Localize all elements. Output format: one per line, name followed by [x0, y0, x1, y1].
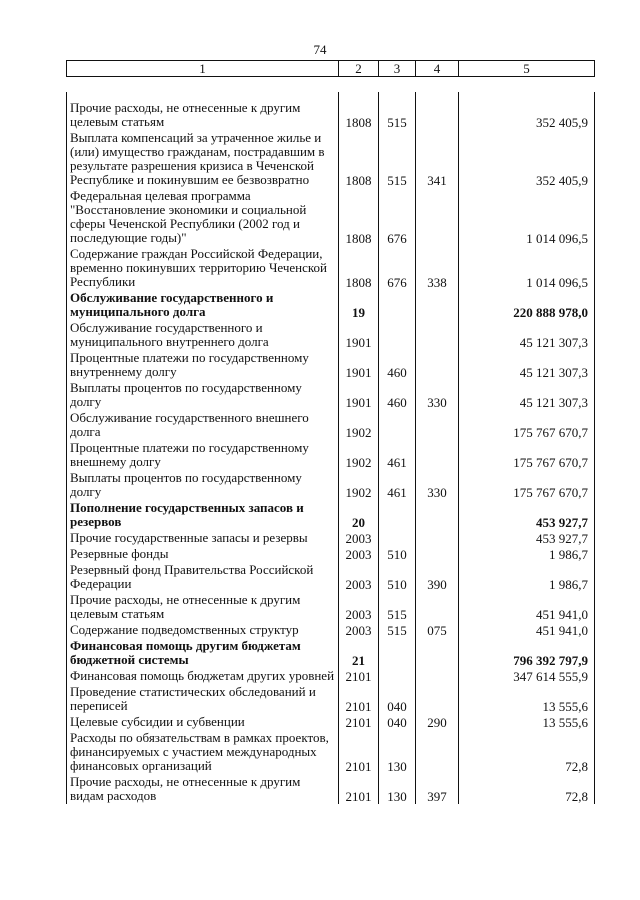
row-amount: 175 767 670,7 [459, 440, 595, 470]
row-amount: 72,8 [459, 774, 595, 804]
row-section-code: 1901 [339, 380, 379, 410]
table-row [67, 188, 595, 246]
header-col-1: 1 [67, 61, 339, 77]
row-target-code [379, 500, 416, 530]
row-name-cell: Целевые субсидии и субвенции [67, 714, 339, 730]
row-name-cell: Обслуживание государственного и муниципального внутреннего долга [67, 320, 339, 350]
row-amount: 13 555,6 [459, 714, 595, 730]
table-row [67, 380, 595, 410]
row-type-code: 341 [416, 130, 459, 188]
row-target-code: 676 [379, 188, 416, 246]
table-row [67, 730, 595, 774]
row-section-code: 2101 [339, 668, 379, 684]
row-amount: 453 927,7 [459, 530, 595, 546]
row-amount: 175 767 670,7 [459, 410, 595, 440]
row-target-code: 515 [379, 592, 416, 622]
table-row [67, 774, 595, 804]
row-target-code: 510 [379, 562, 416, 592]
table-row [67, 100, 595, 130]
row-amount: 175 767 670,7 [459, 470, 595, 500]
table-row [67, 130, 595, 188]
row-type-code [416, 500, 459, 530]
row-name-cell: Содержание граждан Российской Федерации, временно покинувших территорию Чеченской Республики [67, 246, 339, 290]
table-row [67, 684, 595, 714]
row-section-code: 1901 [339, 350, 379, 380]
row-target-code: 461 [379, 470, 416, 500]
row-type-code [416, 290, 459, 320]
row-amount: 352 405,9 [459, 100, 595, 130]
header-col-2: 2 [339, 61, 379, 77]
table-row [67, 622, 595, 638]
row-target-code: 461 [379, 440, 416, 470]
table-row [67, 470, 595, 500]
row-type-code [416, 350, 459, 380]
row-type-code [416, 100, 459, 130]
row-name-cell: Прочие расходы, не отнесенные к другим видам расходов [67, 774, 339, 804]
row-type-code [416, 320, 459, 350]
table-row [67, 530, 595, 546]
row-name-cell: Процентные платежи по государственному внутреннему долгу [67, 350, 339, 380]
row-amount: 45 121 307,3 [459, 380, 595, 410]
row-type-code [416, 730, 459, 774]
row-section-code: 1808 [339, 100, 379, 130]
row-name-cell: Выплата компенсаций за утраченное жилье и (или) имущество гражданам, пострадавшим в результате разрешения кризиса в Чеченской Республике и покинувшим ее безвозвратно [67, 130, 339, 188]
row-section-code: 1902 [339, 470, 379, 500]
row-name-cell: Прочие расходы, не отнесенные к другим целевым статьям [67, 592, 339, 622]
row-amount: 13 555,6 [459, 684, 595, 714]
row-section-code: 2003 [339, 530, 379, 546]
row-type-code [416, 638, 459, 668]
header-col-5: 5 [459, 61, 595, 77]
row-target-code [379, 320, 416, 350]
row-name-cell: Обслуживание государственного внешнего долга [67, 410, 339, 440]
table-row [67, 440, 595, 470]
row-amount: 347 614 555,9 [459, 668, 595, 684]
row-name-cell: Прочие государственные запасы и резервы [67, 530, 339, 546]
row-type-code [416, 530, 459, 546]
row-amount: 1 986,7 [459, 546, 595, 562]
table-row [67, 668, 595, 684]
table-spacer-row [67, 92, 595, 100]
row-section-code: 1808 [339, 246, 379, 290]
row-type-code [416, 668, 459, 684]
row-target-code [379, 638, 416, 668]
row-amount: 1 014 096,5 [459, 188, 595, 246]
row-target-code: 515 [379, 622, 416, 638]
row-type-code [416, 410, 459, 440]
row-amount: 453 927,7 [459, 500, 595, 530]
row-name-cell: Выплаты процентов по государственному долгу [67, 470, 339, 500]
row-target-code [379, 668, 416, 684]
table-row [67, 592, 595, 622]
row-name-cell: Финансовая помощь другим бюджетам бюджетной системы [67, 638, 339, 668]
table-row [67, 500, 595, 530]
row-name-cell: Расходы по обязательствам в рамках проектов, финансируемых с участием международных финансовых организаций [67, 730, 339, 774]
row-type-code: 290 [416, 714, 459, 730]
row-section-code: 2003 [339, 592, 379, 622]
row-amount: 1 986,7 [459, 562, 595, 592]
row-name-cell: Обслуживание государственного и муниципального долга [67, 290, 339, 320]
row-name-cell: Резервный фонд Правительства Российской Федерации [67, 562, 339, 592]
row-name-cell: Проведение статистических обследований и переписей [67, 684, 339, 714]
row-section-code: 2101 [339, 774, 379, 804]
column-header-row [66, 60, 595, 77]
row-amount: 1 014 096,5 [459, 246, 595, 290]
row-section-code: 2101 [339, 730, 379, 774]
budget-table-body [67, 92, 595, 804]
table-row [67, 320, 595, 350]
row-amount: 72,8 [459, 730, 595, 774]
row-type-code: 390 [416, 562, 459, 592]
row-name-cell: Прочие расходы, не отнесенные к другим целевым статьям [67, 100, 339, 130]
row-target-code: 040 [379, 684, 416, 714]
row-type-code: 338 [416, 246, 459, 290]
header-col-3: 3 [379, 61, 416, 77]
row-section-code: 2101 [339, 684, 379, 714]
row-type-code [416, 440, 459, 470]
row-type-code [416, 684, 459, 714]
row-target-code: 515 [379, 130, 416, 188]
row-amount: 451 941,0 [459, 592, 595, 622]
row-type-code: 330 [416, 380, 459, 410]
row-section-code: 1902 [339, 440, 379, 470]
row-section-code: 1902 [339, 410, 379, 440]
table-row [67, 562, 595, 592]
row-amount: 796 392 797,9 [459, 638, 595, 668]
row-target-code [379, 290, 416, 320]
row-section-code: 21 [339, 638, 379, 668]
table-row [67, 546, 595, 562]
row-target-code [379, 410, 416, 440]
row-section-code: 19 [339, 290, 379, 320]
page-number: 74 [313, 42, 327, 57]
row-name-cell: Финансовая помощь бюджетам других уровней [67, 668, 339, 684]
table-row [67, 246, 595, 290]
row-type-code: 330 [416, 470, 459, 500]
row-amount: 451 941,0 [459, 622, 595, 638]
row-target-code: 130 [379, 730, 416, 774]
table-row [67, 290, 595, 320]
row-section-code: 2003 [339, 546, 379, 562]
row-type-code: 397 [416, 774, 459, 804]
row-type-code [416, 546, 459, 562]
row-target-code [379, 530, 416, 546]
row-name-cell: Содержание подведомственных структур [67, 622, 339, 638]
row-section-code: 1808 [339, 188, 379, 246]
header-col-4: 4 [416, 61, 459, 77]
row-name-cell: Процентные платежи по государственному внешнему долгу [67, 440, 339, 470]
table-row [67, 410, 595, 440]
row-section-code: 1808 [339, 130, 379, 188]
row-target-code: 460 [379, 380, 416, 410]
row-name-cell: Выплаты процентов по государственному долгу [67, 380, 339, 410]
row-target-code: 130 [379, 774, 416, 804]
table-row [67, 638, 595, 668]
row-target-code: 460 [379, 350, 416, 380]
row-target-code: 676 [379, 246, 416, 290]
row-target-code: 040 [379, 714, 416, 730]
budget-table [66, 92, 595, 804]
row-name-cell: Федеральная целевая программа "Восстановление экономики и социальной сферы Чеченской Республики (2002 год и последующие годы)" [67, 188, 339, 246]
row-amount: 220 888 978,0 [459, 290, 595, 320]
row-amount: 45 121 307,3 [459, 320, 595, 350]
row-type-code [416, 188, 459, 246]
row-type-code: 075 [416, 622, 459, 638]
table-row [67, 350, 595, 380]
row-target-code: 515 [379, 100, 416, 130]
row-name-cell: Пополнение государственных запасов и резервов [67, 500, 339, 530]
table-row [67, 714, 595, 730]
row-section-code: 2101 [339, 714, 379, 730]
row-amount: 352 405,9 [459, 130, 595, 188]
row-section-code: 2003 [339, 562, 379, 592]
row-section-code: 2003 [339, 622, 379, 638]
row-name-cell: Резервные фонды [67, 546, 339, 562]
row-section-code: 1901 [339, 320, 379, 350]
row-amount: 45 121 307,3 [459, 350, 595, 380]
row-type-code [416, 592, 459, 622]
row-target-code: 510 [379, 546, 416, 562]
row-section-code: 20 [339, 500, 379, 530]
